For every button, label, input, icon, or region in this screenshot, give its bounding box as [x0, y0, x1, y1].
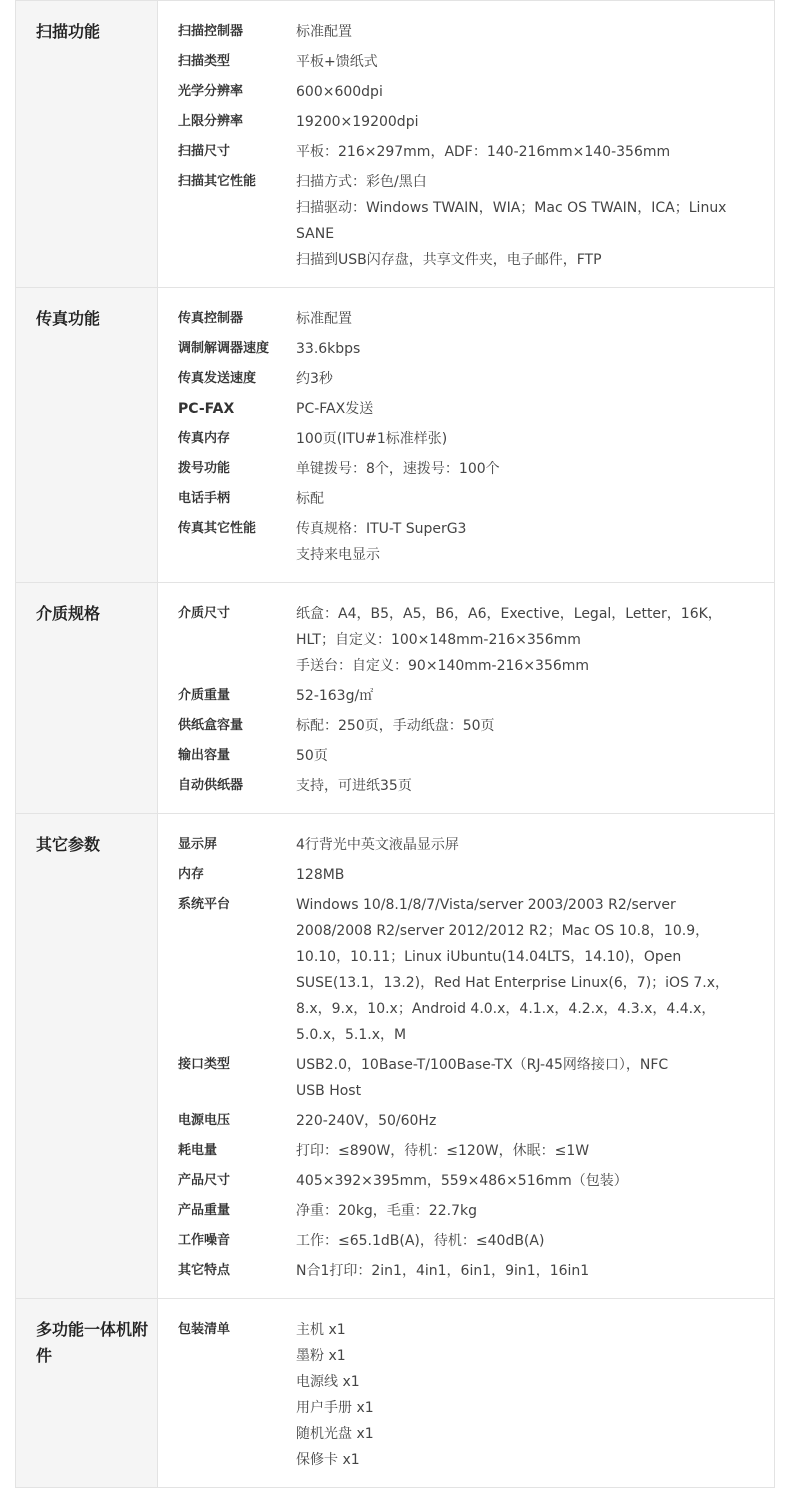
spec-value-line: 工作：≤65.1dB(A)，待机：≤40dB(A) [296, 1233, 545, 1249]
spec-value [296, 1258, 774, 1284]
spec-row [158, 1228, 774, 1254]
spec-value-line: N合1打印：2in1，4in1，6in1，9in1，16in1 [296, 1263, 590, 1279]
spec-value [296, 892, 774, 1048]
spec-value [296, 773, 774, 799]
spec-value-line: 扫描驱动：Windows TWAIN，WIA；Mac OS TWAIN，ICA；Linux SANE [296, 200, 727, 242]
spec-value-line: 平板+馈纸式 [296, 54, 378, 70]
section-title: 传真功能 [16, 288, 158, 582]
spec-section [16, 583, 774, 814]
spec-label: 传真控制器 [178, 311, 244, 326]
spec-label: 扫描尺寸 [178, 144, 231, 159]
spec-label: 系统平台 [178, 897, 231, 912]
spec-value [296, 713, 774, 739]
spec-label: 传真发送速度 [178, 371, 257, 386]
spec-value-line: 标配 [296, 491, 324, 507]
spec-value [296, 456, 774, 482]
spec-value-line: 支持来电显示 [296, 547, 380, 563]
spec-row [158, 832, 774, 858]
spec-rows [158, 1, 774, 287]
spec-label: 扫描类型 [178, 54, 231, 69]
spec-row [158, 683, 774, 709]
section-title: 多功能一体机附件 [16, 1299, 158, 1487]
spec-section [16, 0, 774, 288]
spec-value-line: 净重：20kg，毛重：22.7kg [296, 1203, 477, 1219]
spec-row [158, 486, 774, 512]
spec-value [296, 601, 774, 679]
spec-value [296, 366, 774, 392]
spec-value-line: 600×600dpi [296, 84, 383, 100]
section-title: 介质规格 [16, 583, 158, 813]
spec-value-line: Windows 10/8.1/8/7/Vista/server 2003/2003 R2/server 2008/2008 R2/server 2012/2012 R2；Mac OS 10.8，10.9，10.10，10.11；Linux iUbuntu(14.04LTS，14.10)，Open SUSE(13.1，13.2)，Red Hat Enterprise Linux(6，7)；iOS 7.x，8.x，9.x，10.x；Android 4.0.x，4.1.x，4.2.x，4.3.x，4.4.x，5.0.x，5.1.x，M [296, 897, 730, 1043]
spec-value-line: 保修卡 x1 [296, 1452, 360, 1468]
spec-value [296, 683, 774, 709]
spec-rows [158, 814, 774, 1298]
spec-value-line: 标准配置 [296, 311, 352, 327]
spec-row [158, 773, 774, 799]
spec-row [158, 456, 774, 482]
spec-value-line: PC-FAX发送 [296, 401, 374, 417]
spec-label: 光学分辨率 [178, 84, 244, 99]
spec-value [296, 1168, 774, 1194]
spec-row [158, 396, 774, 422]
spec-value-line: 单键拨号：8个，速拨号：100个 [296, 461, 500, 477]
spec-value-line: 传真规格：ITU-T SuperG3 [296, 521, 467, 537]
spec-row [158, 1108, 774, 1134]
spec-value [296, 396, 774, 422]
spec-value [296, 486, 774, 512]
spec-value [296, 1317, 774, 1473]
spec-row [158, 516, 774, 568]
spec-value [296, 1052, 774, 1104]
spec-value [296, 516, 774, 568]
spec-value-line: 手送台：自定义：90×140mm-216×356mm [296, 658, 590, 674]
spec-rows [158, 583, 774, 813]
spec-value-line: 19200×19200dpi [296, 114, 419, 130]
spec-rows [158, 288, 774, 582]
spec-row [158, 1317, 774, 1473]
spec-row [158, 1138, 774, 1164]
spec-value [296, 109, 774, 135]
spec-value-line: 128MB [296, 867, 345, 883]
spec-label: 拨号功能 [178, 461, 231, 476]
spec-value-line: 扫描方式：彩色/黑白 [296, 174, 427, 190]
spec-label: 调制解调器速度 [178, 341, 270, 356]
spec-value-line: 扫描到USB闪存盘，共享文件夹，电子邮件，FTP [296, 252, 602, 268]
spec-rows [158, 1299, 774, 1487]
spec-label: 输出容量 [178, 748, 231, 763]
spec-value [296, 426, 774, 452]
spec-row [158, 743, 774, 769]
spec-value [296, 1108, 774, 1134]
spec-label: 工作噪音 [178, 1233, 231, 1248]
spec-value-line: 主机 x1 [296, 1322, 346, 1338]
spec-row [158, 892, 774, 1048]
spec-row [158, 1258, 774, 1284]
spec-label: 传真其它性能 [178, 521, 257, 536]
spec-label: 产品尺寸 [178, 1173, 231, 1188]
spec-value-line: 405×392×395mm，559×486×516mm（包装） [296, 1173, 628, 1189]
spec-section [16, 814, 774, 1299]
spec-value [296, 336, 774, 362]
spec-value-line: 标配：250页，手动纸盘：50页 [296, 718, 495, 734]
spec-row [158, 862, 774, 888]
spec-value-line: 220-240V，50/60Hz [296, 1113, 437, 1129]
spec-label: 电源电压 [178, 1113, 231, 1128]
spec-value-line: 打印：≤890W，待机：≤120W，休眠：≤1W [296, 1143, 590, 1159]
spec-label: 耗电量 [178, 1143, 218, 1158]
spec-row [158, 601, 774, 679]
spec-value [296, 19, 774, 45]
spec-row [158, 79, 774, 105]
spec-value-line: USB Host [296, 1083, 362, 1099]
spec-value-line: 支持，可进纸35页 [296, 778, 412, 794]
spec-value-line: 随机光盘 x1 [296, 1426, 374, 1442]
spec-value-line: 33.6kbps [296, 341, 361, 357]
spec-value-line: 标准配置 [296, 24, 352, 40]
spec-value [296, 832, 774, 858]
spec-label: 自动供纸器 [178, 778, 244, 793]
spec-label: 传真内存 [178, 431, 231, 446]
spec-label: PC-FAX [178, 401, 235, 417]
spec-label: 接口类型 [178, 1057, 231, 1072]
spec-row [158, 139, 774, 165]
spec-label: 介质重量 [178, 688, 231, 703]
spec-label: 包装清单 [178, 1322, 231, 1337]
spec-value-line: 电源线 x1 [296, 1374, 360, 1390]
spec-value-line: 50页 [296, 748, 328, 764]
spec-row [158, 19, 774, 45]
spec-section [16, 288, 774, 583]
spec-value [296, 139, 774, 165]
spec-label: 供纸盒容量 [178, 718, 244, 733]
spec-label: 电话手柄 [178, 491, 231, 506]
spec-label: 其它特点 [178, 1263, 231, 1278]
section-title: 扫描功能 [16, 1, 158, 287]
spec-label: 介质尺寸 [178, 606, 231, 621]
spec-value [296, 306, 774, 332]
spec-table [15, 0, 775, 1488]
spec-label: 内存 [178, 867, 205, 882]
spec-row [158, 306, 774, 332]
spec-row [158, 336, 774, 362]
spec-row [158, 1198, 774, 1224]
spec-row [158, 366, 774, 392]
spec-value-line: USB2.0，10Base-T/100Base-TX（RJ-45网络接口），NFC [296, 1057, 669, 1073]
spec-label: 产品重量 [178, 1203, 231, 1218]
spec-section [16, 1299, 774, 1488]
spec-label: 扫描控制器 [178, 24, 244, 39]
spec-row [158, 1052, 774, 1104]
spec-value [296, 1198, 774, 1224]
spec-value [296, 743, 774, 769]
spec-value-line: 约3秒 [296, 371, 333, 387]
spec-value [296, 862, 774, 888]
section-title: 其它参数 [16, 814, 158, 1298]
spec-row [158, 109, 774, 135]
spec-row [158, 713, 774, 739]
spec-row [158, 426, 774, 452]
spec-value-line: 4行背光中英文液晶显示屏 [296, 837, 459, 853]
spec-value-line: 52-163g/㎡ [296, 688, 374, 704]
spec-value [296, 79, 774, 105]
spec-value-line: 纸盒：A4，B5，A5，B6，A6，Exective，Legal，Letter，16K，HLT；自定义：100×148mm-216×356mm [296, 606, 722, 648]
spec-value-line: 100页(ITU#1标准样张) [296, 431, 448, 447]
spec-value [296, 169, 774, 273]
spec-value [296, 49, 774, 75]
spec-value-line: 平板：216×297mm，ADF：140-216mm×140-356mm [296, 144, 671, 160]
spec-value-line: 墨粉 x1 [296, 1348, 346, 1364]
spec-row [158, 49, 774, 75]
spec-value [296, 1138, 774, 1164]
spec-value-line: 用户手册 x1 [296, 1400, 374, 1416]
spec-label: 上限分辨率 [178, 114, 244, 129]
spec-label: 显示屏 [178, 837, 218, 852]
spec-row [158, 1168, 774, 1194]
spec-row [158, 169, 774, 273]
spec-label: 扫描其它性能 [178, 174, 257, 189]
spec-value [296, 1228, 774, 1254]
